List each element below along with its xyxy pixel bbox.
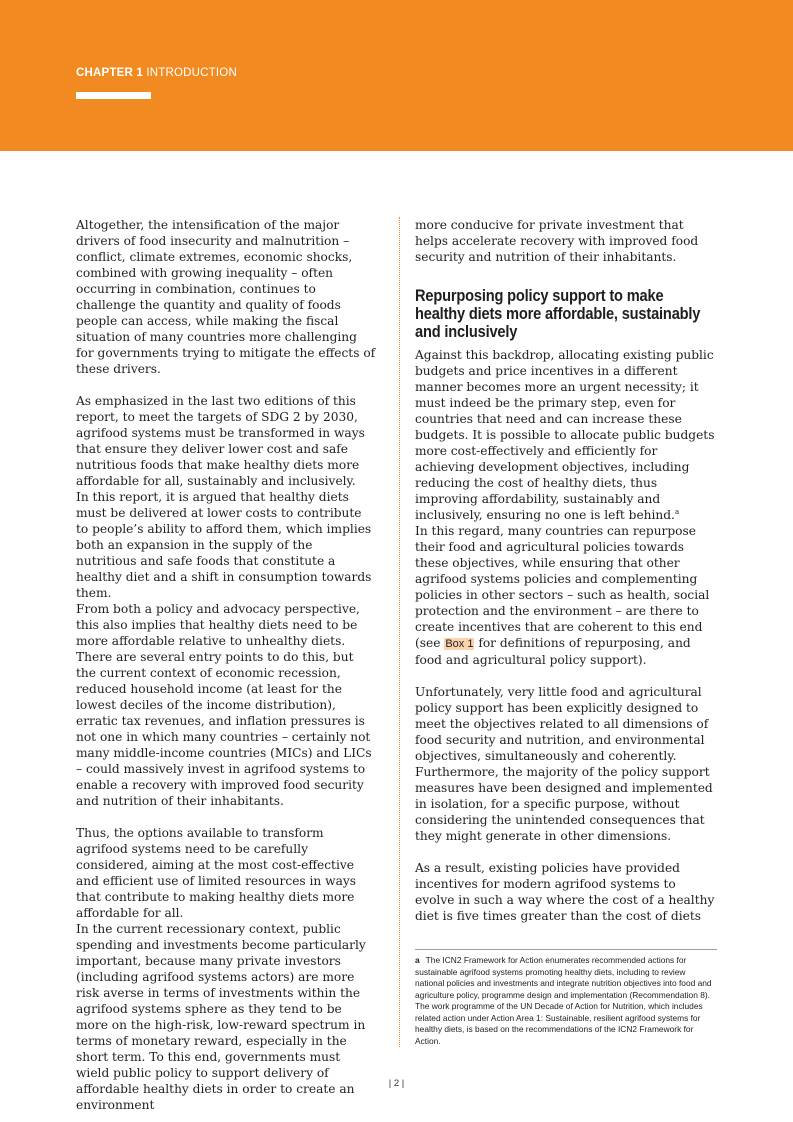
- section-heading: Repurposing policy support to make healthy diets more affordable, sustainably and inclusively: [415, 286, 701, 341]
- paragraph: [415, 347, 715, 523]
- paragraph: There are several entry points to do this, but the current context of economic recession, reduced household income (at least for the lowest deciles of the income distribution), erratic tax revenues, and inflation pressures is not one in which many countries – certainly not many middle-income countries (MICs) and LICs – could massively invest in agrifood systems to enable a recovery with improved food security and nutrition of their inhabitants.: [76, 650, 372, 808]
- chapter-rule: [76, 92, 151, 99]
- chapter-label: [76, 67, 237, 79]
- paragraph: As a result, existing policies have provided incentives for modern agrifood systems to evolve in such a way where the cost of a healthy diet is five times greater than the cost of diets: [415, 861, 715, 923]
- paragraph: In the current recessionary context, public spending and investments become particularly important, because many private investors (including agrifood systems actors) are more risk averse in terms of investments within the agrifood systems sphere as they tend to be more on the high-risk, low-reward spectrum in terms of monetary reward, especially in the short term. To this end, governments must wield public policy to support delivery of affordable healthy diets in order to create an environment: [76, 922, 366, 1112]
- chapter-title: INTRODUCTION: [146, 67, 237, 79]
- footnote-marker: a: [415, 955, 420, 965]
- footnote-text: The ICN2 Framework for Action enumerates recommended actions for sustainable agrifood systems promoting healthy diets, including to review national policies and investments and integrate nutrition objectives into food and agriculture policy, programme design and implementation (Recommendation 8). The work programme of the UN Decade of Action for Nutrition, which includes related action under Action Area 1: Sustainable, resilient agrifood systems for healthy diets, is based on the recommendations of the ICN2 Framework for Action.: [415, 955, 712, 1046]
- paragraph-text: In this regard, many countries can repurpose their food and agricultural policies towards these objectives, while ensuring that other agrifood systems policies and complementing policies in other sectors – such as health, social protection and the environment – are there to create incentives that are coherent to this end (see: [415, 524, 710, 650]
- paragraph: Thus, the options available to transform agrifood systems need to be carefully considered, aiming at the most cost-effective and efficient use of limited resources in ways that contribute to making healthy diets more affordable for all.: [76, 826, 356, 920]
- paragraph: In this report, it is argued that healthy diets must be delivered at lower costs to contribute to people’s ability to afford them, which implies both an expansion in the supply of the nutritious and safe foods that constitute a healthy diet and a shift in consumption towards them.: [76, 490, 372, 600]
- paragraph: Altogether, the intensification of the major drivers of food insecurity and malnutrition – conflict, climate extremes, economic shocks, combined with growing inequality – often occurring in combination, continues to challenge the quantity and quality of foods people can access, while making the fiscal situation of many countries more challenging for governments trying to mitigate the effects of these drivers.: [76, 218, 376, 376]
- paragraph-text: for definitions of repurposing, and food and agricultural policy support).: [415, 636, 691, 667]
- paragraph: [415, 523, 715, 668]
- header-band: [0, 0, 793, 151]
- left-column: [76, 217, 376, 1113]
- paragraph: more conducive for private investment that helps accelerate recovery with improved food security and nutrition of their inhabitants.: [415, 218, 699, 264]
- box-reference-link[interactable]: Box 1: [445, 638, 474, 650]
- chapter-number: CHAPTER 1: [76, 67, 143, 79]
- paragraph-text: Against this backdrop, allocating existing public budgets and price incentives in a different manner becomes more an urgent necessity; it must indeed be the primary step, even for countries that need and can increase these budgets. It is possible to allocate public budgets more cost-effectively and efficiently for achieving development objectives, including reducing the cost of healthy diets, thus improving affordability, sustainably and inclusively, ensuring no one is left behind.: [415, 348, 715, 522]
- footnote-marker[interactable]: a: [674, 507, 680, 516]
- page-number: | 2 |: [388, 1078, 405, 1089]
- right-column: [415, 217, 715, 924]
- footnote: [415, 949, 717, 1047]
- paragraph: As emphasized in the last two editions of this report, to meet the targets of SDG 2 by 2030, agrifood systems must be transformed in ways that ensure they deliver lower cost and safe nutritious foods that make healthy diets more affordable for all, sustainably and inclusively.: [76, 394, 365, 488]
- paragraph: From both a policy and advocacy perspective, this also implies that healthy diets need to be more affordable relative to unhealthy diets.: [76, 602, 360, 648]
- column-divider: [399, 217, 400, 1047]
- paragraph: Unfortunately, very little food and agricultural policy support has been explicitly designed to meet the objectives related to all dimensions of food security and nutrition, and environmental objectives, simultaneously and coherently. Furthermore, the majority of the policy support measures have been designed and implemented in isolation, for a specific purpose, without considering the unintended consequences that they might generate in other dimensions.: [415, 685, 713, 843]
